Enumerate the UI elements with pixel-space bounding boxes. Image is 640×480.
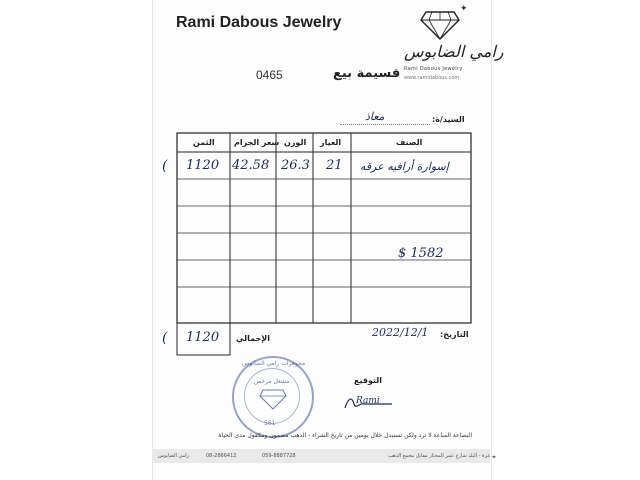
sparkle-icon: ✦ <box>460 4 468 14</box>
total-mark: ( <box>162 330 168 346</box>
footer-social: رامي الضابوس <box>158 453 190 459</box>
date-value: 2022/12/1 <box>372 326 429 339</box>
row-gram-price: 42.58 <box>232 158 270 173</box>
signature-value: Rami <box>356 396 380 406</box>
stamp-number: 561 <box>264 420 276 427</box>
row-karat: 21 <box>326 158 343 173</box>
col-header-karat: العيار <box>320 138 342 147</box>
col-header-gram-price: سعر الجرام <box>234 138 280 147</box>
logo-arabic: رامي الضابوس <box>404 42 504 61</box>
logo-web: www.ramidabous.com <box>404 75 460 81</box>
total-label: الإجمالي <box>236 334 270 343</box>
footer-phone2: 08-2866412 <box>206 453 237 459</box>
row-weight: 26.3 <box>281 158 310 173</box>
shop-name: Rami Dabous Jewelry <box>176 14 342 31</box>
footer-bar <box>152 449 496 463</box>
row-item: إسوارة أرافيه عرقه <box>360 160 449 173</box>
customer-label: السيد/ة: <box>432 115 465 124</box>
invoice-number: 0465 <box>256 68 283 82</box>
col-header-item: الصنف <box>396 138 423 147</box>
date-label: التاريخ: <box>440 330 469 339</box>
note-value: $ 1582 <box>398 246 444 261</box>
invoice-title: فسيمة بيع <box>333 66 401 81</box>
location-pin-icon: ⌖ <box>492 453 496 461</box>
stamp-diamond-icon <box>259 388 287 410</box>
stamp-middle-text: مشغل مرخص <box>254 378 290 385</box>
col-header-price: الثمن <box>193 138 215 147</box>
footer-phone1: 059-8887728 <box>262 453 296 459</box>
row-price-mark: ( <box>162 158 168 174</box>
company-stamp <box>232 356 314 438</box>
total-value: 1120 <box>186 330 220 345</box>
logo-latin: Rami Dabous Jewelry <box>404 66 463 72</box>
customer-value: معاذ <box>365 110 385 123</box>
stamp-top-text: مجوهرات رامي الضابوس <box>242 360 306 367</box>
footer-address: غزة - البلد شارع عمر المختار مقابل مجمع الذهب <box>388 453 490 459</box>
terms-text: البضاعة المباعة لا ترد ولكن تستبدل خلال يومين من تاريخ الشراء - الذهب مضمون ومكفول مدى الحياة <box>218 432 472 439</box>
signature-label: التوقيع <box>354 376 382 385</box>
col-header-weight: الوزن <box>284 138 307 147</box>
row-price: 1120 <box>186 158 220 173</box>
